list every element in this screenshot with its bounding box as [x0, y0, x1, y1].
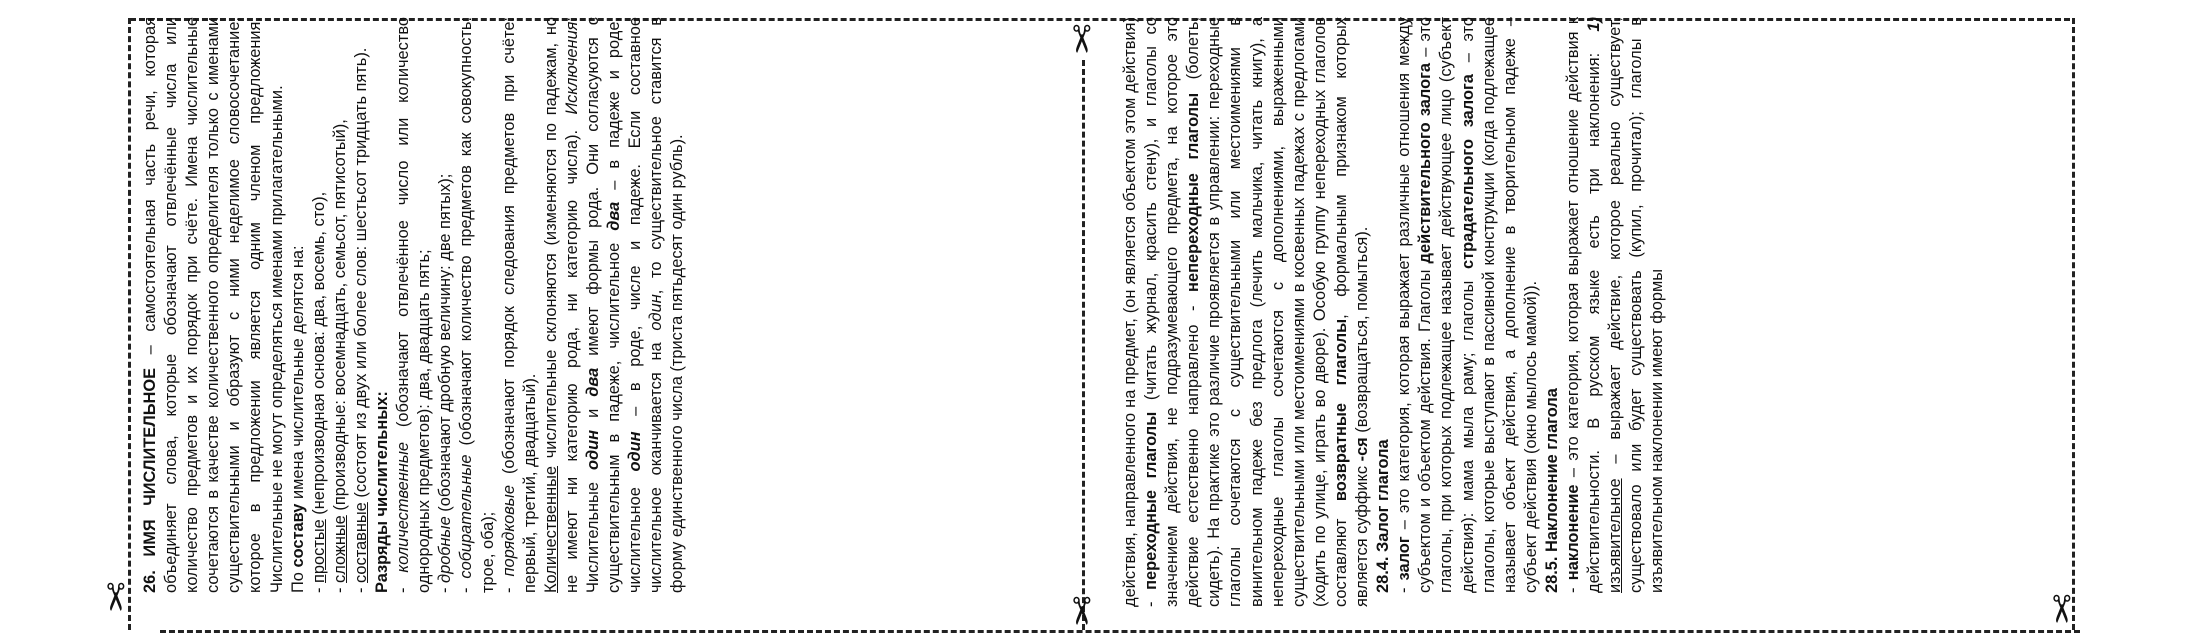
- text: -: [436, 582, 455, 593]
- bold-term: возвратные глаголы: [1331, 318, 1350, 502]
- cut-line-right: [2072, 18, 2075, 630]
- paragraph-declension: [541, 17, 689, 607]
- paragraph-voice: [1394, 17, 1542, 607]
- text: (производные: восемнадцать, семьсот, пятисотый),: [330, 119, 349, 516]
- text-column-left: [140, 17, 1070, 607]
- text: (состоят из двух или более слов: шестьсот тридцать пять).: [351, 47, 370, 503]
- scissors-icon: ✂: [92, 581, 135, 613]
- section-heading-voice: 28.4. Залог глагола: [1374, 439, 1393, 593]
- bold-term: непереходные глаголы: [1184, 92, 1203, 292]
- section-heading-mood: 28.5. Наклонение глагола: [1542, 388, 1561, 593]
- underlined-term: составные: [351, 502, 370, 583]
- bold-term: переходные глаголы: [1142, 411, 1161, 590]
- text: , то существительное ставится в форму единственного числа (триста пятьдесят один рубль).: [647, 17, 687, 593]
- list-item: [435, 17, 456, 607]
- italic-term: количественные: [394, 441, 413, 573]
- text: и: [583, 396, 602, 430]
- list-item: [351, 17, 372, 607]
- text: – в падеже и роде, числительное: [605, 17, 645, 593]
- scissors-icon: ✂: [1058, 595, 1101, 627]
- text: (возвращаться, помыться).: [1353, 226, 1372, 438]
- bold-term: -ся: [1353, 437, 1372, 462]
- cut-line-middle: [1082, 60, 1085, 630]
- text: -: [1563, 580, 1582, 593]
- bold-italic-term: один: [626, 431, 645, 472]
- paragraph-intro: [140, 17, 288, 607]
- text: (непроизводная основа: два, восемь, сто),: [309, 191, 328, 520]
- cut-line-bottom: [160, 630, 2080, 633]
- text-column-right: [1120, 17, 2050, 607]
- underlined-term: сложные: [330, 515, 349, 583]
- underlined-term: изъявительное: [1606, 478, 1625, 593]
- bold-term: наклонение: [1563, 484, 1582, 581]
- bold-italic-term: два: [583, 367, 602, 397]
- text: (читать журнал, красить стену), и глаголы со значением действия, не подразумевающего предмета, на которое это действие естественно направлено -: [1142, 17, 1203, 607]
- scissors-icon: ✂: [1058, 23, 1101, 55]
- text: (обозначают порядок следования предметов при счёте: первый, третий, двадцатый).: [499, 17, 539, 593]
- list-item: [456, 17, 498, 607]
- text: числительные склоняются (изменяются по падежам, но не имеют ни категорию рода, ни категорию числа).: [541, 17, 581, 593]
- text: , формальным признаком которых является суффикс: [1331, 17, 1372, 607]
- text: (болеть, сидеть). На практике это различие проявляется в управлении: переходные глаголы сочетаются с существительными или местоимениями в винительном падеже без предлога (лечить мальчика, читать книгу), а непереходные глаголы сочетаются с дополнениями, выраженными существительными или местоимениями в косвенных падежах с предлогами (ходить по улице, играть во дворе). Особую группу непереходных глаголов составляют: [1184, 17, 1350, 607]
- text: (обозначают дробную величину: две пятых);: [436, 173, 455, 517]
- paragraph-mood: [1563, 17, 1668, 607]
- paragraph-transitivity: [1120, 17, 1373, 607]
- text: -: [1395, 580, 1414, 593]
- text: : Числительные: [562, 17, 602, 593]
- subheading-categories: Разряды числительных:: [373, 391, 392, 593]
- text: – это категория, которая выражает различные отношения между субъектом и объектом действия. Глаголы: [1395, 17, 1435, 593]
- text: имена числительные делятся на:: [288, 245, 307, 504]
- bold-term: залог: [1395, 536, 1414, 581]
- text: -: [457, 578, 476, 593]
- text: – это категория, которая выражает отношение действия к действительности. В русском языке есть три наклонения:: [1563, 17, 1604, 593]
- text: По: [288, 567, 307, 593]
- list-item: [309, 17, 330, 607]
- bold-italic-term: 1): [1585, 17, 1604, 32]
- text: -: [394, 572, 413, 593]
- bold-italic-term: один: [583, 429, 602, 471]
- text: – это глаголы, которые выступают в пассивной конструкции (когда подлежащее называет объект действия, а дополнение в творительном падеже – субъект действия (окно мылось мамой)).: [1458, 17, 1540, 593]
- bold-term: страдательного залога: [1458, 74, 1477, 269]
- paragraph-text: – самостоятельная часть речи, которая объединяет слова, которые обозначают отвлечённые числа или количество предметов и их порядок при счёте. Имена числительные сочетаются в качестве количественного определителя только с именами существительными и образуют с ними неделимое словосочетание, которое в предложении является одним членом предложения. Числительные не могут определяться именами прилагательными.: [141, 17, 286, 593]
- bold-term: действительного залога: [1416, 62, 1435, 264]
- text: -: [499, 576, 518, 593]
- underlined-term: Количественные: [541, 465, 560, 593]
- text: – в роде, числе и падеже. Если составное числительное оканчивается на: [626, 17, 666, 593]
- italic-term: собирательные: [457, 454, 476, 579]
- text: – выражает действие, которое реально существует, существовало или будет существовать (купил, прочитал); глаголы в изъявительном наклонении имеют формы: [1606, 17, 1667, 593]
- text: -: [351, 582, 370, 593]
- list-item: [393, 17, 435, 607]
- text: – это глаголы, при которых подлежащее называет действующее лицо (субъект действия): мама мыла раму; глаголы: [1416, 17, 1477, 593]
- italic-term: Исключения: [562, 21, 581, 115]
- bold-italic-term: два: [605, 201, 624, 231]
- text: действия, направленного на предмет, (он является объектом этом действия) -: [1121, 17, 1161, 607]
- italic-term: порядковые: [499, 485, 518, 577]
- section-heading: 26. ИМЯ ЧИСЛИТЕЛЬНОЕ: [141, 367, 159, 593]
- italic-term: один: [647, 294, 666, 331]
- scissors-icon: ✂: [2038, 593, 2081, 625]
- paragraph-composition: [288, 17, 309, 607]
- bold-term: составу: [288, 503, 307, 568]
- text: -: [309, 582, 328, 593]
- text: -: [330, 582, 349, 593]
- text: имеют формы рода. Они согласуются с существительным в падеже, числительное: [583, 17, 624, 593]
- list-item: [330, 17, 351, 607]
- text: (обозначают количество предметов как совокупность: трое, оба);: [457, 17, 497, 593]
- text: (обозначают отвлечённое число или количество однородных предметов): два, двадцать пять;: [394, 17, 434, 593]
- underlined-term: простые: [309, 519, 328, 583]
- list-item: [499, 17, 541, 607]
- cut-line-left: [128, 18, 131, 630]
- italic-term: дробные: [436, 516, 455, 583]
